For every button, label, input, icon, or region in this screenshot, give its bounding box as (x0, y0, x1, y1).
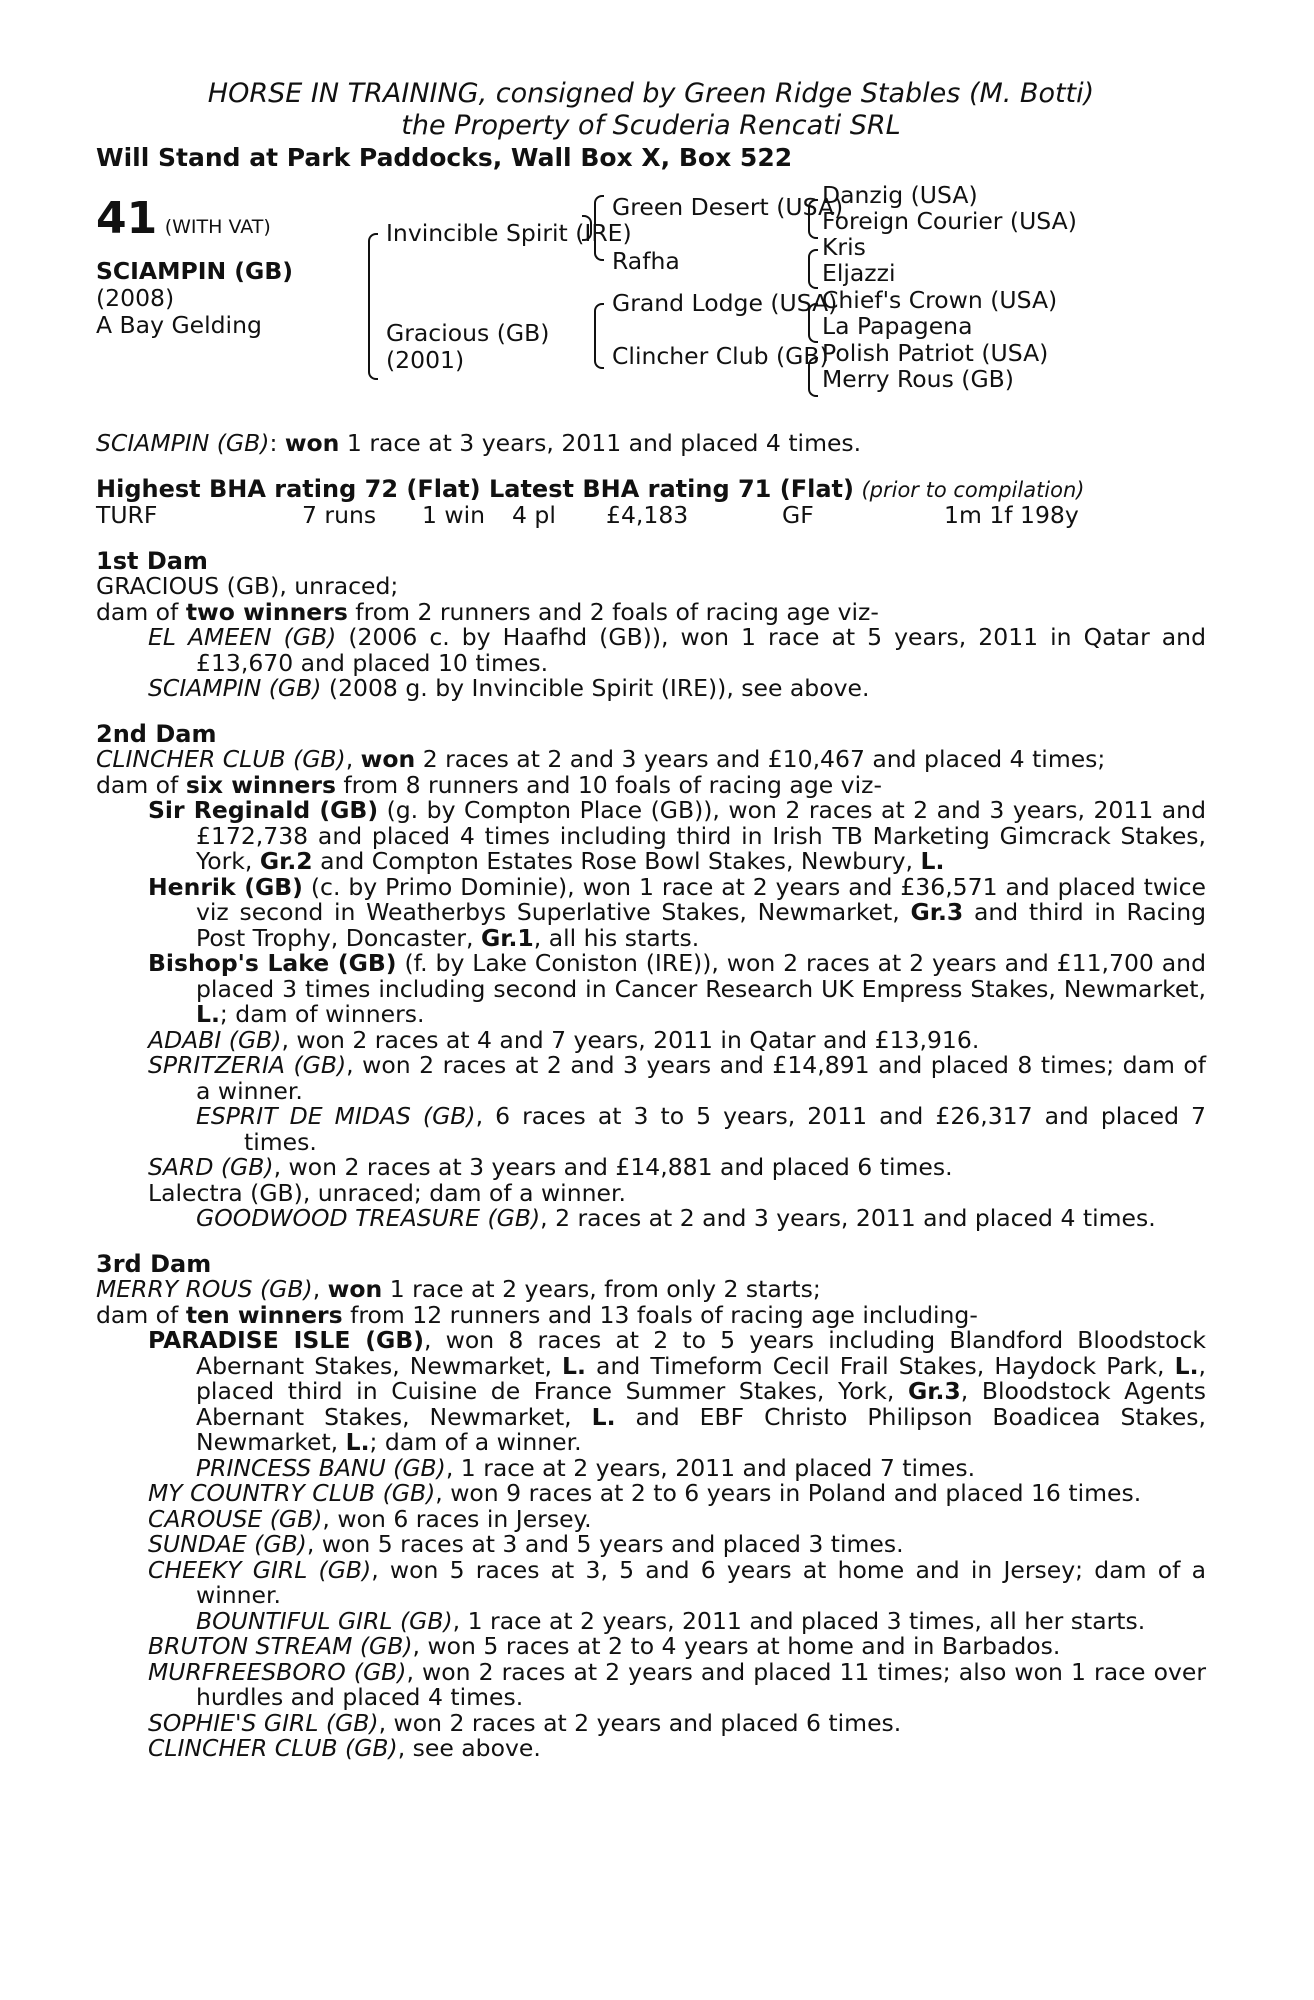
progeny-entry: SUNDAE (GB), won 5 races at 3 and 5 years and placed 3 times. (148, 1530, 904, 1558)
section-title: 3rd Dam (96, 1249, 212, 1278)
sss: Danzig (USA) (822, 181, 978, 209)
race-summary: SCIAMPIN (GB): won 1 race at 3 years, 2011 and placed 4 times. (96, 429, 862, 457)
gen3-bracket-2 (808, 249, 818, 289)
section-title: 2nd Dam (96, 719, 217, 748)
lot-number: 41 (96, 193, 158, 244)
progeny-entry: Sir Reginald (GB) (g. by Compton Place (GB)), won 2 races at 2 and 3 years, 2011 and £172,738 and placed 4 times including third in Irish TB Marketing Gimcrack Stakes, York, Gr.2 and Compton Estates Rose Bowl Stakes, Newbury, L. (148, 796, 1206, 875)
lot-number-row (96, 195, 271, 243)
second-dam-section: 2nd Dam CLINCHER CLUB (GB), won 2 races at 2 and 3 years and £10,467 and placed 4 times; dam of six winners from 8 runners and 10 foals of racing age viz- Sir Reginald (GB) (g. by Compton Place (GB)), won 2 races at 2 and 3 years, 2011 and £172,738 and placed 4 times including third in Irish TB Marketing Gimcrack Stakes, York, Gr.2 and Compton Estates Rose Bowl Stakes, Newbury, L. Henrik (GB) (c. by Primo Dominie), won 1 race at 2 years and £36,571 and placed twice viz second in Weatherbys Superlative Stakes, Newmarket, Gr.3 and third in Racing Post Trophy, Doncaster, Gr.1, all his starts. Bishop's Lake (GB) (f. by Lake Coniston (IRE)), won 2 races at 2 years and £11,700 and placed 3 times including second in Cancer Research UK Empress Stakes, Newmarket, L.; dam of winners. ADABI (GB), won 2 races at 4 and 7 years, 2011 in Qatar and £13,916. SPRITZERIA (GB), won 2 races at 2 and 3 years and £14,891 and placed 8 times; dam of a winner. ESPRIT DE MIDAS (GB), 6 races at 3 to 5 years, 2011 and £26,317 and placed 7 times. SARD (GB), won 2 races at 3 years and £14,881 and placed 6 times. Lalectra (GB), unraced; dam of a winner. GOODWOOD TREASURE (GB), 2 races at 2 and 3 years, 2011 and placed 4 times. (96, 719, 1206, 1232)
progeny-entry: Lalectra (GB), unraced; dam of a winner. (148, 1178, 626, 1207)
progeny-entry: EL AMEEN (GB) (2006 c. by Haafhd (GB)), won 1 race at 5 years, 2011 in Qatar and £13,670 and placed 10 times. (148, 623, 1206, 677)
grand-progeny-entry: PRINCESS BANU (GB), 1 race at 2 years, 2011 and placed 7 times. (196, 1453, 976, 1482)
main-bracket (368, 233, 378, 380)
first-dam-section: 1st Dam GRACIOUS (GB), unraced; dam of two winners from 2 runners and 2 foals of racing age viz- EL AMEEN (GB) (2006 c. by Haafhd (GB)), won 1 race at 5 years, 2011 in Qatar and £13,670 and placed 10 times. SCIAMPIN (GB) (2008 g. by Invincible Spirit (IRE)), see above. (96, 546, 1206, 702)
progeny-entry: SPRITZERIA (GB), won 2 races at 2 and 3 years and £14,891 and placed 8 times; dam of a winner. (148, 1051, 1206, 1105)
dam-bracket (594, 303, 604, 369)
progeny-entry: Henrik (GB) (c. by Primo Dominie), won 1 race at 2 years and £36,571 and placed twice viz second in Weatherbys Superlative Stakes, Newmarket, Gr.3 and third in Racing Post Trophy, Doncaster, Gr.1, all his starts. (148, 872, 1206, 952)
progeny-entry: SOPHIE'S GIRL (GB), won 2 races at 2 years and placed 6 times. (148, 1708, 902, 1737)
progeny-entry: Bishop's Lake (GB) (f. by Lake Coniston (IRE)), won 2 races at 2 years and £11,700 and placed 3 times including second in Cancer Research UK Empress Stakes, Newmarket, L.; dam of winners. (148, 949, 1206, 1028)
dam-sire: Grand Lodge (USA) (612, 289, 838, 317)
horse-name: SCIAMPIN (GB) (96, 257, 293, 285)
sire-dam: Rafha (612, 247, 680, 275)
progeny-entry: MURFREESBORO (GB), won 2 races at 2 years and placed 11 times; also won 1 race over hurdles and placed 4 times. (148, 1657, 1206, 1711)
foaling-year: (2008) (96, 284, 175, 312)
pedigree-table (96, 181, 1206, 435)
dsd: La Papagena (822, 312, 973, 340)
progeny-entry: BRUTON STREAM (GB), won 5 races at 2 to 4 years at home and in Barbados. (148, 1632, 1061, 1660)
sire-bracket (594, 195, 604, 261)
gen3-bracket-1 (808, 199, 818, 239)
consignor-line: HORSE IN TRAINING, consigned by Green Ridge Stables (M. Botti) (207, 78, 1095, 109)
third-dam-section: 3rd Dam MERRY ROUS (GB), won 1 race at 2 years, from only 2 starts; dam of ten winners from 12 runners and 13 foals of racing age including- PARADISE ISLE (GB), won 8 races at 2 to 5 years including Blandford Bloodstock Abernant Stakes, Newmarket, L. and Timeform Cecil Frail Stakes, Haydock Park, L., placed third in Cuisine de France Summer Stakes, York, Gr.3, Bloodstock Agents Abernant Stakes, Newmarket, L. and EBF Christo Philipson Boadicea Stakes, Newmarket, L.; dam of a winner. PRINCESS BANU (GB), 1 race at 2 years, 2011 and placed 7 times. MY COUNTRY CLUB (GB), won 9 races at 2 to 6 years in Poland and placed 16 times. CAROUSE (GB), won 6 races in Jersey. SUNDAE (GB), won 5 races at 3 and 5 years and placed 3 times. CHEEKY GIRL (GB), won 5 races at 3, 5 and 6 years at home and in Jersey; dam of a winner. BOUNTIFUL GIRL (GB), 1 race at 2 years, 2011 and placed 3 times, all her starts. BRUTON STREAM (GB), won 5 races at 2 to 4 years at home and in Barbados. MURFREESBORO (GB), won 2 races at 2 years and placed 11 times; also won 1 race over hurdles and placed 4 times. SOPHIE'S GIRL (GB), won 2 races at 2 years and placed 6 times. CLINCHER CLUB (GB), see above. (96, 1249, 1206, 1762)
progeny-entry: SCIAMPIN (GB) (2008 g. by Invincible Spirit (IRE)), see above. (148, 674, 870, 702)
progeny-entry: CLINCHER CLUB (GB), see above. (148, 1734, 541, 1762)
progeny-entry: SARD (GB), won 2 races at 3 years and £14,881 and placed 6 times. (148, 1153, 953, 1181)
progeny-entry: CHEEKY GIRL (GB), won 5 races at 3, 5 and 6 years at home and in Jersey; dam of a winner. (148, 1555, 1206, 1609)
grand-progeny-entry: BOUNTIFUL GIRL (GB), 1 race at 2 years, 2011 and placed 3 times, all her starts. (196, 1606, 1146, 1635)
section-title: 1st Dam (96, 546, 208, 575)
property-line: the Property of Scuderia Rencati SRL (401, 110, 901, 141)
horse-description: A Bay Gelding (96, 311, 262, 339)
sire: Invincible Spirit (IRE) (386, 219, 632, 247)
sdd: Eljazzi (822, 259, 896, 287)
sire-sire: Green Desert (USA) (612, 193, 844, 221)
progeny-entry: PARADISE ISLE (GB), won 8 races at 2 to 5 years including Blandford Bloodstock Abernant Stakes, Newmarket, L. and Timeform Cecil Frail Stakes, Haydock Park, L., placed third in Cuisine de France Summer Stakes, York, Gr.3, Bloodstock Agents Abernant Stakes, Newmarket, L. and EBF Christo Philipson Boadicea Stakes, Newmarket, L.; dam of a winner. (148, 1326, 1206, 1456)
progeny-entry: MY COUNTRY CLUB (GB), won 9 races at 2 to 6 years in Poland and placed 16 times. (148, 1479, 1142, 1507)
dam-year: (2001) (386, 346, 465, 374)
progeny-entry: CAROUSE (GB), won 6 races in Jersey. (148, 1504, 592, 1533)
ddd: Merry Rous (GB) (822, 365, 1014, 393)
dam-dam: Clincher Club (GB) (612, 342, 829, 370)
form-line: TURF 7 runs 1 win 4 pl £4,183 GF 1m 1f 198y (96, 501, 1079, 529)
sds: Kris (822, 233, 866, 261)
sire-bracket-r (582, 215, 592, 241)
grand-progeny-entry: ESPRIT DE MIDAS (GB), 6 races at 3 to 5 years, 2011 and £26,317 and placed 7 times. (196, 1102, 1206, 1156)
gen3-bracket-4 (808, 357, 818, 397)
dds: Polish Patriot (USA) (822, 339, 1049, 367)
vat-note: (WITH VAT) (164, 216, 271, 238)
gen3-bracket-3 (808, 303, 818, 343)
catalogue-page (96, 78, 1206, 1762)
dam: Gracious (GB) (386, 319, 550, 347)
dss: Chief's Crown (USA) (822, 286, 1058, 314)
ssd: Foreign Courier (USA) (822, 207, 1077, 235)
rating-line: Highest BHA rating 72 (Flat) Latest BHA rating 71 (Flat) (prior to compilation) (96, 474, 1085, 503)
grand-progeny-entry: GOODWOOD TREASURE (GB), 2 races at 2 and 3 years, 2011 and placed 4 times. (196, 1204, 1156, 1232)
stable-location: Will Stand at Park Paddocks, Wall Box X, Box 522 (96, 143, 793, 172)
progeny-entry: ADABI (GB), won 2 races at 4 and 7 years, 2011 in Qatar and £13,916. (148, 1025, 980, 1054)
